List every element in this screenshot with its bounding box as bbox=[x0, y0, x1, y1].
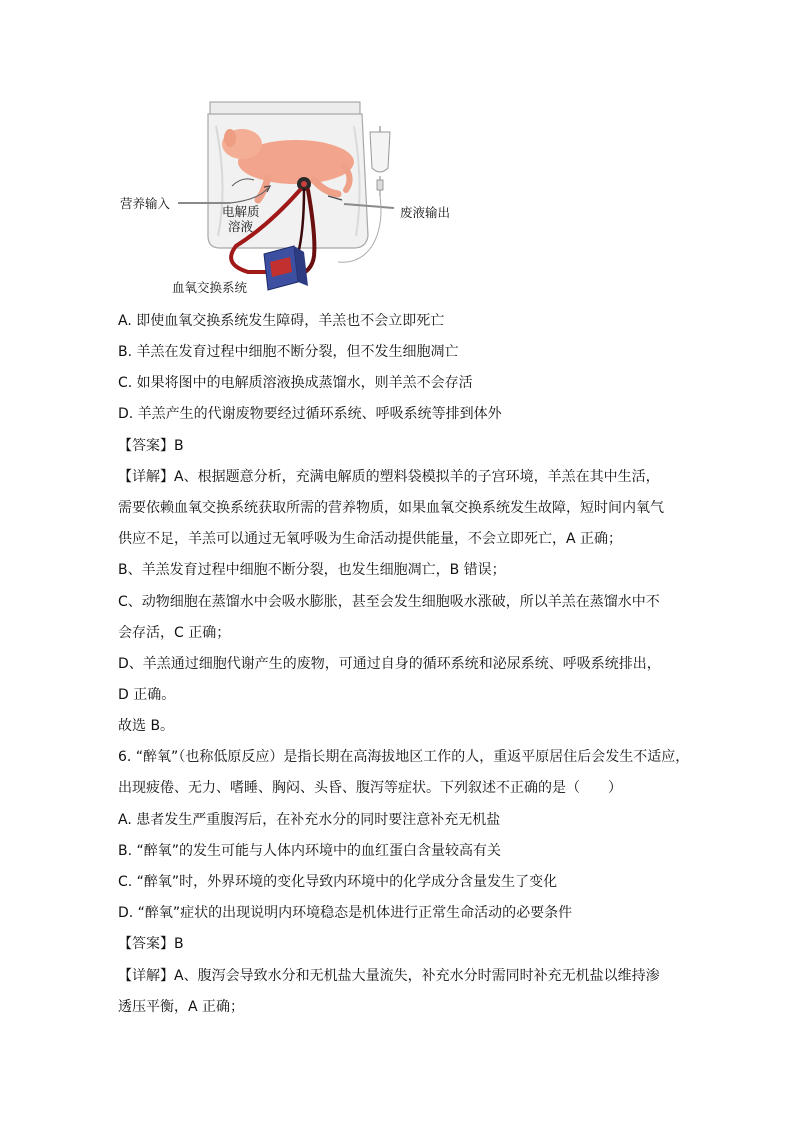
option-c-line: C. “醉氧”时，外界环境的变化导致内环境中的化学成分含量发生了变化 bbox=[118, 874, 558, 890]
explanation-line: 需要依赖血氧交换系统获取所需的营养物质，如果血氧交换系统发生故障，短时间内氧气 bbox=[118, 500, 664, 516]
artificial-womb-figure bbox=[118, 96, 458, 302]
explanation-line: 透压平衡，A 正确； bbox=[118, 999, 245, 1015]
explanation-line: 供应不足，羊羔可以通过无氧呼吸为生命活动提供能量，不会立即死亡，A 正确； bbox=[118, 531, 623, 547]
explanation-line: 【详解】A、腹泻会导致水分和无机盐大量流失，补充水分时需同时补充无机盐以维持渗 bbox=[118, 968, 660, 984]
answer-line: 【答案】B bbox=[118, 438, 184, 454]
question-6-line: 6. “醉氧”（也称低原反应）是指长期在高海拔地区工作的人，重返平原居住后会发生不适应， bbox=[118, 749, 690, 765]
blood-oxygen-system-label: 血氧交换系统 bbox=[172, 280, 248, 295]
explanation-line: 会存活，C 正确； bbox=[118, 625, 231, 641]
option-c-line: C. 如果将图中的电解质溶液换成蒸馏水，则羊羔不会存活 bbox=[118, 375, 473, 391]
option-d-line: D. “醉氧”症状的出现说明内环境稳态是机体进行正常生命活动的必要条件 bbox=[118, 905, 573, 921]
explanation-line: 【详解】A、根据题意分析，充满电解质的塑料袋模拟羊的子宫环境，羊羔在其中生活， bbox=[118, 469, 660, 485]
explanation-line: B、羊羔发育过程中细胞不断分裂，也发生细胞凋亡，B 错误； bbox=[118, 562, 506, 578]
waste-output-label: 废液输出 bbox=[400, 205, 451, 220]
option-a-line: A. 即使血氧交换系统发生障碍，羊羔也不会立即死亡 bbox=[118, 313, 445, 329]
electrolyte-label-line1: 电解质 bbox=[222, 204, 260, 219]
choose-line: 故选 B。 bbox=[118, 718, 175, 734]
option-b-line: B. “醉氧”的发生可能与人体内环境中的血红蛋白含量较高有关 bbox=[118, 843, 502, 859]
answer-line: 【答案】B bbox=[118, 936, 184, 952]
oxygenator-box-icon bbox=[264, 246, 308, 290]
nutrient-input-label: 营养输入 bbox=[120, 196, 171, 211]
question-6-line: 出现疲倦、无力、嗜睡、胸闷、头昏、腹泻等症状。下列叙述不正确的是（ ） bbox=[118, 780, 622, 796]
option-a-line: A. 患者发生严重腹泻后，在补充水分的同时要注意补充无机盐 bbox=[118, 812, 501, 828]
electrolyte-label-line2: 溶液 bbox=[228, 219, 254, 234]
explanation-line: D、羊羔通过细胞代谢产生的废物，可通过自身的循环系统和泌尿系统、呼吸系统排出， bbox=[118, 656, 661, 672]
option-d-line: D. 羊羔产生的代谢废物要经过循环系统、呼吸系统等排到体外 bbox=[118, 406, 502, 422]
explanation-line: C、动物细胞在蒸馏水中会吸水膨胀，甚至会发生细胞吸水涨破，所以羊羔在蒸馏水中不 bbox=[118, 594, 660, 610]
explanation-line: D 正确。 bbox=[118, 687, 176, 703]
option-b-line: B. 羊羔在发育过程中细胞不断分裂，但不发生细胞凋亡 bbox=[118, 344, 459, 360]
